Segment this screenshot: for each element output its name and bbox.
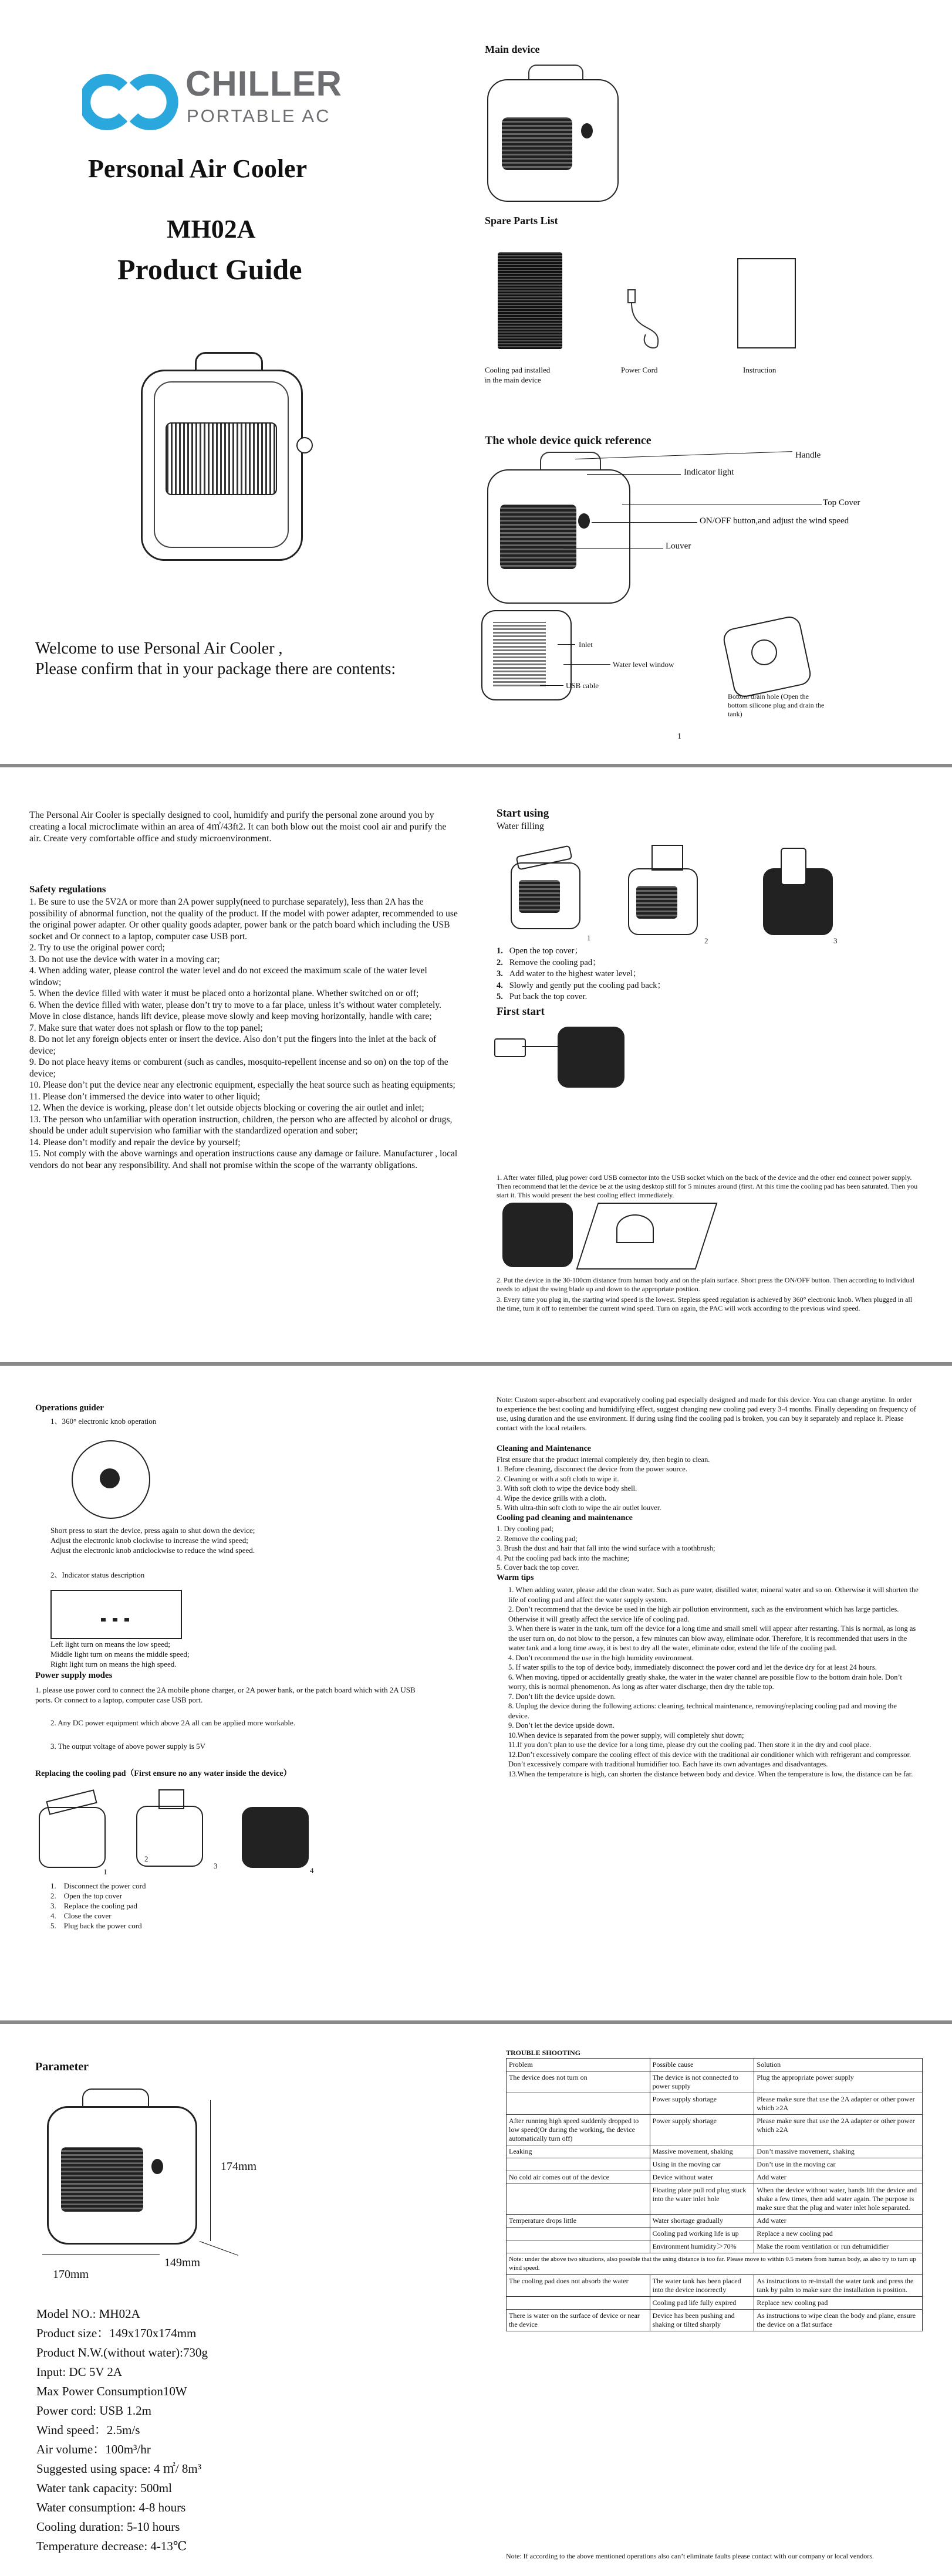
knob-subheading: 1、360° electronic knob operation: [50, 1417, 157, 1426]
table-cell: Please make sure that use the 2A adapter or other power which ≥2A: [754, 2093, 923, 2115]
callout-handle: Handle: [795, 451, 821, 460]
fill-steps-list: [497, 946, 666, 1003]
table-cell: [507, 2184, 650, 2215]
cleaning-intro: First ensure that the product internal completely dry, then begin to clean.: [497, 1455, 710, 1464]
power-knob-icon: [100, 1468, 120, 1488]
contents-line: Please confirm that in your package there are contents:: [35, 660, 396, 678]
first-start-step-1: 1. After water filled, plug power cord USB connector into the USB socket which on the back of the device and the other end connect power supply. Then recommend that let the device be at the using desktop still for 5 minutes around (first. At this time the cooling pad has been saturated. Then you start it. This would present the best cooling effect immediately.: [497, 1173, 918, 1199]
power-cord-icon: [622, 287, 669, 352]
pad-care-heading: Cooling pad cleaning and maintenance: [497, 1514, 633, 1522]
fill-step: 3. Add water to the highest water level；: [497, 969, 642, 979]
table-row: [507, 2310, 923, 2331]
table-row: [507, 2228, 923, 2240]
table-cell: Leaking: [507, 2145, 650, 2158]
table-row: [507, 2215, 923, 2228]
safety-item: 2. Try to use the original power cord;: [29, 943, 165, 953]
page-separator: [0, 2020, 952, 2024]
troubleshooting-heading: TROUBLE SHOOTING: [506, 2049, 581, 2057]
callout-water-window: Water level window: [613, 660, 674, 669]
power-modes-heading: Power supply modes: [35, 1671, 113, 1680]
table-cell: As instructions to wipe clean the body and plane, ensure the device on a flat surface: [754, 2310, 923, 2331]
brand-tagline: PORTABLE AC: [187, 106, 331, 126]
part-label-instruction: Instruction: [743, 365, 777, 374]
troubleshooting-final-note: Note: If according to the above mentioned operations also can’t eliminate faults please contact with our company or local vendors.: [506, 2552, 874, 2560]
table-cell: Add water: [754, 2171, 923, 2184]
indicator-description: Left light turn on means the low speed; Middle light turn on means the middle speed; Right light turn on means the high speed.: [50, 1640, 190, 1668]
first-start-heading: First start: [497, 1006, 545, 1018]
replace-pad-heading: Replacing the cooling pad（First ensure no any water inside the device）: [35, 1769, 292, 1778]
table-row: [507, 2171, 923, 2184]
dimension-width: 170mm: [53, 2268, 89, 2281]
cooling-pad-image: [498, 252, 562, 349]
table-cell: [507, 2093, 650, 2115]
table-header-row: [507, 2059, 923, 2071]
table-cell: Add water: [754, 2215, 923, 2228]
table-cell: The water tank has been placed into the device incorrectly: [650, 2275, 754, 2297]
safety-item: 1. Be sure to use the 5V2A or more than 2A power supply(need to purchase separately), less than 2A has the possibility of abnormal function, not the quality of the product. If the model with power adapter, recommended to use the original power adapter. Or other quality goods adapter, power bank or the patch board which including the USB socket and Or connect to a laptop, computer case USB port.: [29, 897, 458, 942]
table-cell: Power supply shortage: [650, 2115, 754, 2145]
table-cell: Using in the moving car: [650, 2158, 754, 2171]
table-cell: [507, 2240, 650, 2253]
guide-title: Product Guide: [117, 253, 302, 286]
safety-item: 10. Please don’t put the device near any electronic equipment, especially the heat source such as heating equipments;: [29, 1080, 455, 1090]
part-label-pad: Cooling pad installed in the main device: [485, 365, 551, 384]
main-device-heading: Main device: [485, 43, 540, 55]
page-separator: [0, 1362, 952, 1366]
safety-item: 13. The person who unfamiliar with operation instruction, children, the person who are affected by alcohol or drugs, should be under adult supervision who familiar with the standardized operation and sober;: [29, 1114, 453, 1136]
page-separator: [0, 764, 952, 767]
parameter-list: Model NO.: MH02A Product size：149x170x174mm Product N.W.(without water):730g Input: DC 5V 2A Max Power Consumption10W Power cord: USB 1.2m Wind speed：2.5m/s Air volume：100m³/hr Suggested using space: 4 ㎡/ 8m³ Water tank capacity: 500ml Water consumption: 4-8 hours Cooling duration: 5-10 hours Temperature decrease: 4-13℃: [36, 2307, 208, 2553]
table-cell: Device has been pushing and shaking or tilted sharply: [650, 2310, 754, 2331]
operations-heading: Operations guider: [35, 1403, 104, 1413]
table-cell: There is water on the surface of device or near the device: [507, 2310, 650, 2331]
table-cell: Temperature drops little: [507, 2215, 650, 2228]
safety-item: 8. Do not let any foreign objects enter or insert the device. Also don’t put the fingers into the inlet at the back of device;: [29, 1034, 437, 1056]
table-cell: Water shortage gradually: [650, 2215, 754, 2228]
parameter-heading: Parameter: [35, 2060, 89, 2073]
table-row: [507, 2145, 923, 2158]
pad-care-steps: 1. Dry cooling pad; 2. Remove the cooling pad; 3. Brush the dust and hair that fall into the wind surface with a toothbrush; 4. Put the cooling pad back into the machine; 5. Cover back the top cover.: [497, 1525, 715, 1572]
table-cell: Massive movement, shaking: [650, 2145, 754, 2158]
product-title: Personal Air Cooler: [88, 154, 308, 183]
table-cell: Environment humidity＞70%: [650, 2240, 754, 2253]
water-filling-heading: Water filling: [497, 821, 544, 831]
warm-tips-list: 1. When adding water, please add the clean water. Such as pure water, distilled water, mineral water and so on. Otherwise it will shorten the life of cooling pad and affect the water supply system. 2. Don’t recommend that the device be used in the high air pollution environment, such as the environment which has large particles. Otherwise it will greatly affect the service life of cooling pad. 3. When there is water in the tank, turn off the device for a long time and small smell will appear after restarting. This is normal, as long as the user turn on, do not blow to the person, a few minutes can blow away, eliminate odor. Therefore, it is recommended that users in the water tank and a long time away, it is best to dry all the water, eliminate odor, extend the life of the cooling pad. 4. Don’t recommend the use in the high humidity environment. 5. If water spills to the top of device body, immediately disconnect the power cord and let the device dry for at least 24 hours. 6. When moving, tipped or accidentally greatly shake, the water in the water channel are possible flow to the bottom drain hole. Don’t worry, this is normal phenomenon. As long as after water discharge, then dry the table top. 7. Don’t lift the device upside down. 8. Unplug the device during the following actions: cleaning, technical maintenance, removing/replacing cooling pad and moving the device. 9. Don’t let the device upside down. 10.When device is separated from the power supply, will completely shut down; 11.If you don’t plan to use the device for a long time, please dry out the cooling pad. Then store it in the dry and cool place. 12.Don’t excessively compare the cooling effect of this device with the traditional air conditioner which with refrigerant and compressor. Don’t excessively compare with traditional humidifier too. Each have its own advantages and disadvantages. 13.When the temperature is high, can shorten the distance between body and device. When the temperature is low, the distance can be far.: [508, 1586, 919, 1778]
safety-item: 11. Please don’t immersed the device into water to other liquid;: [29, 1091, 261, 1102]
table-cell: [507, 2297, 650, 2310]
table-cell: Floating plate pull rod plug stuck into the water inlet hole: [650, 2184, 754, 2215]
dimension-depth: 149mm: [164, 2256, 201, 2269]
table-cell: Plug the appropriate power supply: [754, 2071, 923, 2093]
table-cell: After running high speed suddenly dropped to low speed(Or during the working, the device automatically turn off): [507, 2115, 650, 2145]
callout-usb: USB cable: [566, 681, 599, 690]
table-note-row: [507, 2253, 923, 2275]
table-cell: Replace a new cooling pad: [754, 2228, 923, 2240]
table-cell: Don’t use in the moving car: [754, 2158, 923, 2171]
table-cell: No cold air comes out of the device: [507, 2171, 650, 2184]
table-cell: Make the room ventilation or run dehumidifier: [754, 2240, 923, 2253]
warm-tips-heading: Warm tips: [497, 1573, 534, 1582]
page-number: 1: [677, 732, 681, 741]
table-cell: Problem: [507, 2059, 650, 2071]
troubleshooting-table: [506, 2058, 923, 2331]
table-cell: Don’t massive movement, shaking: [754, 2145, 923, 2158]
first-start-step-3: 3. Every time you plug in, the starting wind speed is the lowest. Stepless speed regulation is achieved by 360° electronic knob. When plugged in all the time, turn it off to remember the current wind speed. Turn on again, the PAC will work according to the previous wind speed.: [497, 1295, 913, 1312]
table-row: [507, 2115, 923, 2145]
cleaning-steps: 1. Before cleaning, disconnect the device from the power source. 2. Cleaning or with a soft cloth to wipe it. 3. With soft cloth to wipe the device body shell. 4. Wipe the device grills with a cloth. 5. With ultra-thin soft cloth to wipe the air outlet louver.: [497, 1465, 687, 1512]
table-cell: Please make sure that use the 2A adapter or other power which ≥2A: [754, 2115, 923, 2145]
power-mode-1: 1. please use power cord to connect the 2A mobile phone charger, or 2A power bank, or the patch board which with 2A USB ports. Or connect to a laptop, computer case USB port.: [35, 1685, 416, 1704]
callout-inlet: Inlet: [579, 640, 593, 649]
safety-item: 6. When the device filled with water, please don’t try to move to a far place, unless it’s without water completely. Move in close distance, hands lift device, please move slowly and keep moving horizontally, handle with care;: [29, 1000, 441, 1021]
fill-step: 1. Open the top cover；: [497, 946, 583, 956]
table-row: [507, 2158, 923, 2171]
table-cell: Note: under the above two situations, also possible that the using distance is too far. Please move to within 0.5 meters from human body, as also try to turn up wind speed.: [507, 2253, 923, 2275]
table-cell: [507, 2158, 650, 2171]
table-cell: Cooling pad life fully expired: [650, 2297, 754, 2310]
table-cell: Cooling pad working life is up: [650, 2228, 754, 2240]
first-start-step-2: 2. Put the device in the 30-100cm distance from human body and on the plain surface. Short press the ON/OFF button. Then according to individual needs to adjust the swing blade up and down to the appropriate position.: [497, 1276, 914, 1293]
table-cell: Possible cause: [650, 2059, 754, 2071]
safety-item: 12. When the device is working, please don’t let outside objects blocking or covering the air outlet and inlet;: [29, 1103, 424, 1113]
safety-item: 9. Do not place heavy items or comburent (such as candles, mosquito-repellent incense and so on) on the top of the device;: [29, 1057, 448, 1079]
table-cell: When the device without water, hands lift the device and shake a few times, then add water again. The purpose is make sure that the plug and water inlet hole separated.: [754, 2184, 923, 2215]
table-cell: The device does not turn on: [507, 2071, 650, 2093]
fill-step: 2. Remove the cooling pad；: [497, 957, 601, 967]
safety-item: 5. When the device filled with water it must be placed onto a horizontal plane. Whether switched on or off;: [29, 989, 419, 998]
start-using-heading: Start using: [497, 807, 549, 820]
table-cell: The cooling pad does not absorb the water: [507, 2275, 650, 2297]
table-row: [507, 2275, 923, 2297]
indicator-lights-icon: [101, 1618, 130, 1622]
knob-description: Short press to start the device, press again to shut down the device; Adjust the electronic knob clockwise to increase the wind speed; Adjust the electronic knob anticlockwise to reduce the wind speed.: [50, 1526, 255, 1555]
welcome-line: Welcome to use Personal Air Cooler ,: [35, 639, 283, 658]
fill-step-num: 3: [833, 936, 838, 945]
table-cell: The device is not connected to power supply: [650, 2071, 754, 2093]
quick-reference-heading: The whole device quick reference: [485, 434, 651, 447]
replace-steps-list: 1. Disconnect the power cord 2. Open the top cover 3. Replace the cooling pad 4. Close the cover 5. Plug back the power cord: [50, 1881, 146, 1930]
chiller-logo-icon: [82, 69, 188, 135]
instruction-booklet-image: [737, 258, 796, 348]
brand-name: CHILLER: [185, 64, 342, 103]
safety-item: 14. Please don’t modify and repair the device by yourself;: [29, 1137, 241, 1147]
safety-heading: Safety regulations: [29, 884, 106, 895]
table-cell: Solution: [754, 2059, 923, 2071]
power-mode-2: 2. Any DC power equipment which above 2A all can be applied more workable.: [50, 1718, 295, 1727]
model-title: MH02A: [167, 215, 256, 243]
indicator-subheading: 2、Indicator status description: [50, 1570, 145, 1579]
safety-item: 15. Not comply with the above warnings and operation instructions cause any damage or failure. Manufacturer , local vendors do not bear any responsibility. And shall not promise within the scope of the warranty obligations.: [29, 1149, 458, 1170]
table-cell: Replace new cooling pad: [754, 2297, 923, 2310]
callout-drain: Bottom drain hole (Open the bottom silicone plug and drain the tank): [728, 692, 825, 718]
spare-parts-heading: Spare Parts List: [485, 215, 558, 226]
part-label-cord: Power Cord: [621, 365, 658, 374]
indicator-panel-image: [50, 1590, 182, 1639]
callout-onoff: ON/OFF button,and adjust the wind speed: [700, 516, 849, 526]
cooling-pad-note: Note: Custom super-absorbent and evaporatively cooling pad especially designed and made for this device. You can change anytime. In order to experience the best cooling and humidifying effect, suggest changing new cooling pad every 3-4 months. Finally depending on frequency of use, using duration and the use environment. If during using find the cooling pad is broken, you can buy it separately and replace it. Please contact with the local retailers.: [497, 1396, 916, 1432]
callout-louver: Louver: [666, 541, 691, 551]
power-mode-3: 3. The output voltage of above power supply is 5V: [50, 1742, 206, 1751]
table-cell: Device without water: [650, 2171, 754, 2184]
table-row: [507, 2240, 923, 2253]
cleaning-heading: Cleaning and Maintenance: [497, 1444, 592, 1453]
fill-step: 5. Put back the top cover.: [497, 992, 588, 1001]
safety-item: 4. When adding water, please control the water level and do not exceed the maximum scale of the water level window;: [29, 966, 427, 987]
table-row: [507, 2071, 923, 2093]
callout-top-cover: Top Cover: [823, 498, 860, 507]
safety-list: [29, 896, 458, 1171]
fill-step: 4. Slowly and gently put the cooling pad back；: [497, 980, 666, 990]
safety-item: 3. Do not use the device with water in a moving car;: [29, 954, 220, 964]
dimension-height: 174mm: [221, 2160, 257, 2173]
table-cell: [507, 2228, 650, 2240]
table-cell: As instructions to re-install the water tank and press the tank by palm to make sure the installation is position.: [754, 2275, 923, 2297]
table-row: [507, 2184, 923, 2215]
table-cell: Power supply shortage: [650, 2093, 754, 2115]
intro-paragraph: The Personal Air Cooler is specially designed to cool, humidify and purify the personal zone around you by creating a local microclimate within an area of 4㎡/43ft2. It can both blow out the moist cool air and purify the air. Create very comfortable office and study microenvironment.: [29, 810, 447, 844]
callout-indicator: Indicator light: [684, 468, 734, 477]
fill-step-num: 2: [704, 936, 708, 945]
table-row: [507, 2093, 923, 2115]
fill-step-num: 1: [587, 933, 591, 942]
table-row: [507, 2297, 923, 2310]
safety-item: 7. Make sure that water does not splash or flow to the top panel;: [29, 1023, 263, 1033]
